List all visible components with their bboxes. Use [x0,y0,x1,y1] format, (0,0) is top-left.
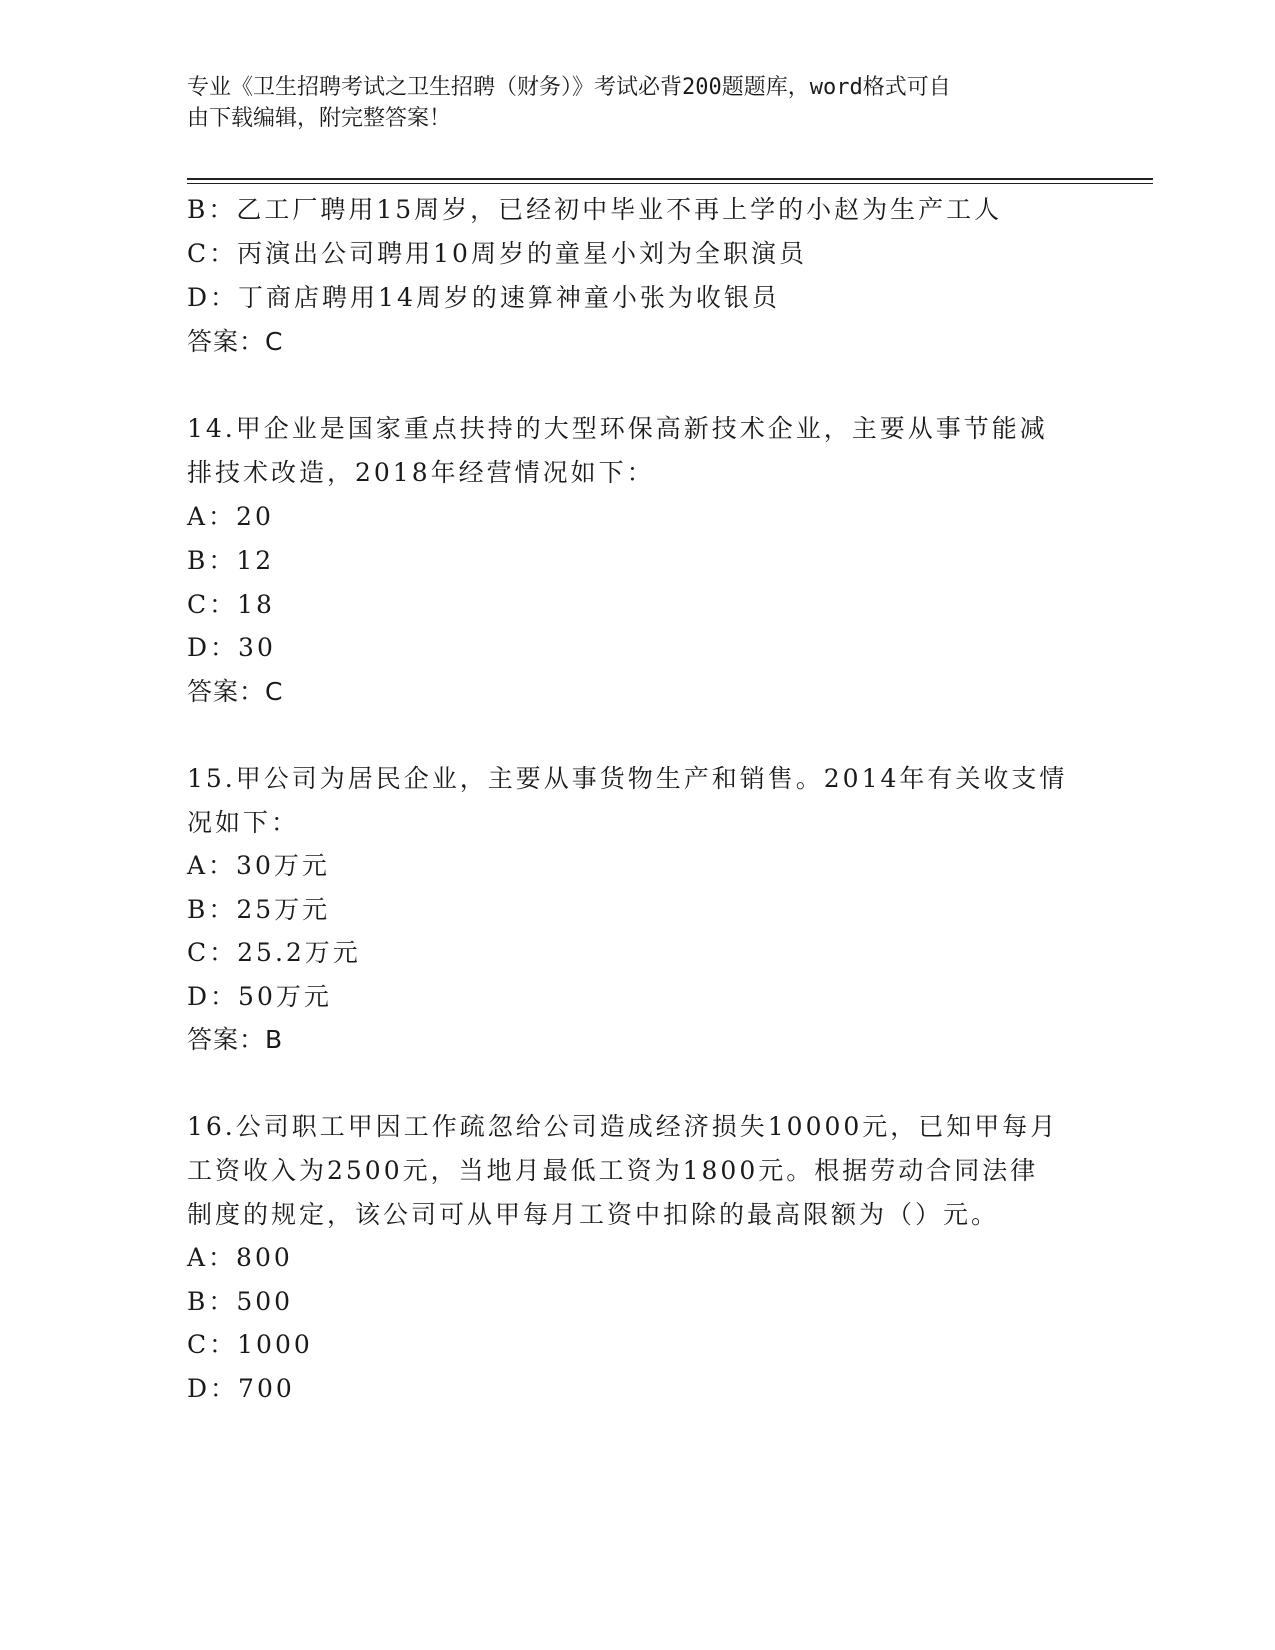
q15-stem-line-2: 况如下： [187,808,300,837]
document-header [187,72,1067,134]
q16-stem-line-3: 制度的规定，该公司可从甲每月工资中扣除的最高限额为（）元。 [187,1200,1000,1229]
q14-option-d: D：30 [187,633,276,662]
q15-answer: 答案：B [187,1025,284,1054]
q16-stem-line-1: 16.公司职工甲因工作疏忽给公司造成经济损失10000元，已知甲每月 [187,1112,1059,1141]
q14-answer: 答案：C [187,677,284,706]
q14-option-b: B：12 [187,546,275,575]
q16-option-a: A：800 [187,1243,293,1272]
q16-option-b: B：500 [187,1287,294,1316]
q16-option-c: C：1000 [187,1330,313,1359]
q15-option-d: D：50万元 [187,982,332,1011]
q13-option-d: D：丁商店聘用14周岁的速算神童小张为收银员 [187,283,780,312]
q15-option-b: B：25万元 [187,895,331,924]
q15-stem-line-1: 15.甲公司为居民企业，主要从事货物生产和销售。2014年有关收支情 [187,764,1068,793]
q15-option-a: A：30万元 [187,851,330,880]
q16-option-d: D：700 [187,1374,295,1403]
header-line-1: 专业《卫生招聘考试之卫生招聘（财务）》考试必背200题题库，word格式可自 [187,75,951,100]
q14-option-c: C：18 [187,590,275,619]
q13-option-b: B：乙工厂聘用15周岁，已经初中毕业不再上学的小赵为生产工人 [187,195,1003,224]
q14-stem-line-1: 14.甲企业是国家重点扶持的大型环保高新技术企业，主要从事节能减 [187,414,1048,443]
q13-option-c: C：丙演出公司聘用10周岁的童星小刘为全职演员 [187,239,807,268]
header-line-2: 由下载编辑，附完整答案！ [187,106,452,131]
q14-stem-line-2: 排技术改造，2018年经营情况如下： [187,458,655,487]
q15-option-c: C：25.2万元 [187,938,361,967]
q16-stem-line-2: 工资收入为2500元，当地月最低工资为1800元。根据劳动合同法律 [187,1156,1039,1185]
q13-answer: 答案：C [187,327,284,356]
header-divider-thin [187,183,1153,184]
header-divider-thick [187,178,1153,180]
q14-option-a: A：20 [187,502,274,531]
